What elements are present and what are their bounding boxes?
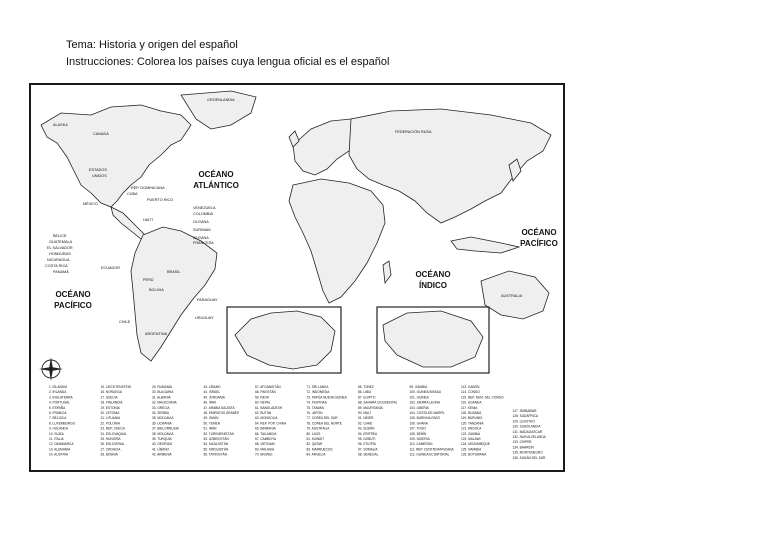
instructions-line: Instrucciones: Colorea los países cuya lengua oficial es el español xyxy=(66,56,390,68)
ocean-pacifico-west-label-1: OCÉANO xyxy=(55,290,91,299)
ocean-indico-label-2: ÍNDICO xyxy=(419,281,447,290)
legend-entry: 29. RUMANÍA xyxy=(152,385,173,389)
legend-entry: 11. ITALIA xyxy=(49,437,64,441)
label-federacion-rusa: FEDERACIÓN RUSA xyxy=(395,130,432,134)
legend-entry: 50. YEMEN xyxy=(203,421,221,426)
label-belice: BELICE xyxy=(53,234,67,238)
legend-entry: 17. SUECIA xyxy=(100,395,118,400)
legend-entry: 127. ZIMBABWE xyxy=(512,409,537,413)
legend-entry: 92. CHAD xyxy=(358,421,373,426)
legend-entry: 59. INDIA xyxy=(255,395,269,400)
legend-entry: 87. EGIPTO xyxy=(358,395,376,400)
legend-entry: 14. AUSTRIA xyxy=(49,452,68,457)
label-groenlandia: GROENLANDIA xyxy=(207,98,235,102)
legend-entry: 18. FINLANDIA xyxy=(100,400,123,405)
legend-entry: 2. IRLANDA xyxy=(49,390,67,395)
legend-entry: 64. REP. POP. CHINA xyxy=(255,421,287,426)
legend-entry: 55. KIRGUISTÁN xyxy=(203,447,229,452)
country-legend xyxy=(49,384,547,460)
legend-entry: 115. REP. DEM. DEL CONGO xyxy=(461,395,504,400)
legend-entry: 118. RUANDA xyxy=(461,411,482,415)
legend-entry: 6. FRANCIA xyxy=(49,411,67,415)
label-guatemala: GUATEMALA xyxy=(49,240,73,244)
legend-entry: 8. LUXEMBURGO xyxy=(49,421,76,426)
legend-entry: 110. CAMERÚN xyxy=(409,442,433,447)
legend-entry: 134. BAHRÉIN xyxy=(512,445,534,450)
legend-entry: 45. JORDANIA xyxy=(203,395,225,400)
legend-entry: 103. LIBERIA xyxy=(409,405,429,410)
legend-entry: 62. BUTÁN xyxy=(255,411,272,415)
legend-entry: 90. MALÍ xyxy=(358,411,371,415)
topic-line: Tema: Historia y origen del español xyxy=(66,39,238,51)
legend-entry: 4. PORTUGAL xyxy=(49,400,71,405)
legend-entry: 77. COREA DEL SUR xyxy=(306,416,338,421)
legend-entry: 70. BRUNEI xyxy=(255,452,273,457)
legend-entry: 41. LÍBANO xyxy=(152,447,170,452)
label-ecuador: ECUADOR xyxy=(101,266,120,270)
legend-entry: 105. BURKINA FASO xyxy=(409,416,440,421)
label-costa-rica: COSTA RICA xyxy=(45,264,68,268)
legend-entry: 100. GUINEA BISSAU xyxy=(409,390,442,395)
legend-entry: 96. ETIOPÍA xyxy=(358,442,376,447)
legend-entry: 10. SUIZA xyxy=(49,431,64,436)
label-honduras: HONDURAS xyxy=(49,252,71,256)
legend-entry: 129. LESOTHO xyxy=(512,419,535,424)
legend-entry: 26. ESLOVENIA xyxy=(100,442,124,447)
legend-entry: 48. EMIRATOS ÁRABES xyxy=(203,411,239,415)
legend-entry: 95. DJIBUTI xyxy=(358,437,376,441)
legend-entry: 20. LETONIA xyxy=(100,411,120,415)
ocean-pacifico-east-label-2: PACÍFICO xyxy=(520,239,558,248)
label-chile: CHILE xyxy=(119,320,131,324)
legend-entry: 30. BULGARIA xyxy=(152,390,174,395)
indonesia-shape xyxy=(451,237,519,253)
legend-entry: 12. DINAMARCA xyxy=(49,442,74,447)
legend-entry: 109. NIGERIA xyxy=(409,437,430,441)
legend-entry: 102. SIERRA LEONA xyxy=(409,400,440,405)
legend-entry: 28. BOSNIA xyxy=(100,452,118,457)
label-guyana-francesa-1: GUYANA xyxy=(193,236,209,240)
ocean-pacifico-west-label-2: PACÍFICO xyxy=(54,301,92,310)
legend-entry: 120. TANZANIA xyxy=(461,421,484,426)
legend-entry: 79. AUSTRALIA xyxy=(306,426,330,431)
legend-entry: 44. ISRAEL xyxy=(203,390,221,395)
world-map-drawing xyxy=(31,85,563,470)
label-peru: PERÚ xyxy=(143,278,154,282)
label-bolivia: BOLIVIA xyxy=(149,288,164,292)
legend-entry: 75. TAIWÁN xyxy=(306,405,324,410)
legend-entry: 125. NAMIBIA xyxy=(461,447,482,452)
label-guyana-francesa-2: FRANCESA xyxy=(193,241,214,245)
label-nicaragua: NICARAGUA xyxy=(47,258,70,262)
legend-entry: 22. POLONIA xyxy=(100,421,120,426)
legend-entry: 24. ESLOVAQUIA xyxy=(100,431,127,436)
legend-entry: 73. PAPÚA NUEVA GUINEA xyxy=(306,395,347,400)
legend-entry: 5. ESPAÑA xyxy=(49,405,66,410)
greenland-shape xyxy=(181,91,256,129)
legend-entry: 21. LITUANIA xyxy=(100,416,121,421)
label-guyana: GUYANA xyxy=(193,220,209,224)
label-puerto-rico: PUERTO RICO xyxy=(147,198,174,202)
legend-entry: 71. SRI LANKA xyxy=(306,385,329,389)
ocean-indico-label-1: OCÉANO xyxy=(415,270,451,279)
label-argentina: ARGENTINA xyxy=(145,332,168,336)
legend-entry: 57. AFGANISTÁN xyxy=(255,385,281,389)
legend-entry: 31. ALBANIA xyxy=(152,395,171,400)
legend-entry: 101. GUINEA xyxy=(409,395,429,400)
legend-entry: 67. CAMBOYA xyxy=(255,437,277,441)
legend-entry: 99. GAMBIA xyxy=(409,385,428,389)
legend-entry: 88. SAHARA OCCIDENTAL xyxy=(358,400,398,405)
legend-entry: 42. ARMENIA xyxy=(152,452,172,457)
legend-entry: 53. UZBEKISTÁN xyxy=(203,437,229,441)
legend-entry: 34. SERBIA xyxy=(152,411,170,415)
label-colombia: COLOMBIA xyxy=(193,212,214,216)
legend-entry: 19. ESTONIA xyxy=(100,405,120,410)
legend-entry: 132. NUEVA ZELANDA xyxy=(512,435,546,439)
legend-entry: 97. SOMALIA xyxy=(358,447,378,452)
legend-entry: 40. GEORGIA xyxy=(152,442,173,447)
legend-entry: 65. BIRMANIA xyxy=(255,426,276,431)
legend-entry: 63. MONGOLIA xyxy=(255,416,278,421)
legend-entry: 16. NORUEGA xyxy=(100,390,122,395)
legend-entry: 68. VIETNAM xyxy=(255,442,275,447)
legend-entry: 27. CROACIA xyxy=(100,447,121,452)
legend-entry: 128. SUDÁFRICA xyxy=(512,414,539,419)
africa-shape xyxy=(289,179,385,303)
legend-entry: 121. ANGOLA xyxy=(461,426,482,431)
legend-entry: 123. MALAWI xyxy=(461,437,481,441)
legend-entry: 13. ALEMANIA xyxy=(49,447,71,452)
legend-entry: 25. HUNGRÍA xyxy=(100,437,121,441)
legend-entry: 76. JAPÓN xyxy=(306,411,323,415)
legend-entry: 37. BIELORRUSIA xyxy=(152,426,179,431)
legend-entry: 72. INDONESIA xyxy=(306,390,330,395)
legend-entry: 56. TAYIKISTÁN xyxy=(203,452,227,457)
legend-entry: 35. MOLDAVIA xyxy=(152,416,174,421)
label-canada: CANADÁ xyxy=(93,132,109,136)
label-uruguay: URUGUAY xyxy=(195,316,214,320)
legend-entry: 116. UGANDA xyxy=(461,400,482,405)
legend-entry: 94. ERITREA xyxy=(358,431,378,436)
legend-entry: 130. SUAZILANDIA xyxy=(512,424,541,429)
legend-entry: 9. HOLANDA xyxy=(49,426,68,431)
legend-entry: 89. MAURITANIA xyxy=(358,405,383,410)
madagascar-shape xyxy=(383,261,391,283)
legend-entry: 131. MADAGASCAR xyxy=(512,429,543,434)
ocean-atlantico-label-1: OCÉANO xyxy=(198,170,234,179)
central-america-shape xyxy=(111,207,145,239)
legend-entry: 93. SUDÁN xyxy=(358,426,375,431)
legend-entry: 114. CONGO xyxy=(461,390,480,395)
legend-entry: 107. TOGO xyxy=(409,426,426,431)
legend-entry: 111. REP. CENTROAFRICANA xyxy=(409,447,454,452)
legend-entry: 91. NÍGER xyxy=(358,416,374,421)
legend-entry: 85. TÚNEZ xyxy=(358,385,374,389)
label-brasil: BRASIL xyxy=(167,270,181,274)
compass-rose xyxy=(39,357,63,381)
label-surinam: SURINAM xyxy=(193,228,211,232)
legend-entry: 133. CHIPRE xyxy=(512,440,532,445)
legend-entry: 3. INGLATERRA xyxy=(49,395,73,400)
north-america-shape xyxy=(41,105,191,207)
legend-entry: 58. PAKISTÁN xyxy=(255,390,276,395)
legend-entry: 112. GUINEA ECUATORIAL xyxy=(409,452,450,457)
world-map xyxy=(29,83,565,472)
label-mexico: MÉXICO xyxy=(83,202,98,206)
legend-entry: 135. MONTENEGRO xyxy=(512,450,543,455)
legend-entry: 83. MARRUECOS xyxy=(306,447,333,452)
label-venezuela: VENEZUELA xyxy=(193,206,216,210)
legend-entry: 106. GHANA xyxy=(409,421,428,426)
legend-entry: 104. COSTA DE MARFIL xyxy=(409,411,446,415)
legend-entry: 69. MALASIA xyxy=(255,447,275,452)
label-haiti: HAITÍ xyxy=(143,218,153,222)
legend-entry: 98. SENEGAL xyxy=(358,452,379,457)
legend-entry: 61. BANGLADESH xyxy=(255,405,283,410)
legend-entry: 136. SUDÁN DEL SUR xyxy=(512,455,546,460)
label-alaska: ALASKA xyxy=(53,123,68,127)
legend-entry: 46. IRAK xyxy=(203,400,217,405)
legend-entry: 39. TURQUÍA xyxy=(152,437,172,441)
label-estados-unidos-2: UNIDOS xyxy=(92,174,107,178)
label-australia: AUSTRALIA xyxy=(501,294,523,298)
legend-entry: 86. LIBIA xyxy=(358,390,372,395)
legend-entry: 80. LAOS xyxy=(306,431,321,436)
legend-entry: 38. MOLDAVIA xyxy=(152,431,174,436)
legend-entry: 7. BÉLGICA xyxy=(49,416,67,421)
legend-entry: 82. QATAR xyxy=(306,442,323,447)
legend-entry: 43. LÍBANO xyxy=(203,385,221,389)
legend-entry: 60. NEPAL xyxy=(255,400,271,405)
legend-entry: 47. ARABIA SAUDITA xyxy=(203,405,235,410)
legend-entry: 119. BURUNDI xyxy=(461,416,483,421)
label-estados-unidos-1: ESTADOS xyxy=(89,168,107,172)
label-panama: PANAMÁ xyxy=(53,270,69,274)
label-el-salvador: EL SALVADOR xyxy=(47,246,73,250)
legend-entry: 54. KAZAJISTÁN xyxy=(203,442,229,447)
legend-entry: 32. MACEDONIA xyxy=(152,400,177,405)
legend-entry: 84. ARGELIA xyxy=(306,452,326,457)
legend-entry: 113. GABÓN xyxy=(461,385,480,389)
label-paraguay: PARAGUAY xyxy=(197,298,218,302)
legend-entry: 1. ISLANDIA xyxy=(49,385,68,389)
legend-entry: 78. COREA DEL NORTE xyxy=(306,421,342,426)
legend-entry: 51. IRÁN xyxy=(203,426,217,431)
legend-entry: 122. ZAMBIA xyxy=(461,431,480,436)
legend-entry: 15. LIECHTENSTEIN xyxy=(100,385,131,389)
legend-entry: 49. OMÁN xyxy=(203,416,219,421)
legend-entry: 124. MOZAMBIQUE xyxy=(461,442,490,447)
ocean-atlantico-label-2: ATLÁNTICO xyxy=(193,181,239,190)
legend-entry: 23. REP. CHECA xyxy=(100,426,125,431)
legend-entry: 74. FILIPINAS xyxy=(306,400,327,405)
legend-entry: 66. TAILANDIA xyxy=(255,431,277,436)
label-cuba: CUBA xyxy=(127,192,138,196)
legend-entry: 108. BENÍN xyxy=(409,431,427,436)
legend-entry: 81. KUWAIT xyxy=(306,437,325,441)
legend-entry: 33. GRECIA xyxy=(152,405,170,410)
legend-entry: 52. TURKMENISTÁN xyxy=(203,431,234,436)
label-rep-dominicana: REP. DOMINICANA xyxy=(131,186,165,190)
legend-entry: 117. KENIA xyxy=(461,405,478,410)
south-america-shape xyxy=(131,227,217,361)
legend-entry: 36. UCRANIA xyxy=(152,421,172,426)
legend-entry: 126. BOTSWANA xyxy=(461,452,487,457)
ocean-pacifico-east-label-1: OCÉANO xyxy=(521,228,557,237)
